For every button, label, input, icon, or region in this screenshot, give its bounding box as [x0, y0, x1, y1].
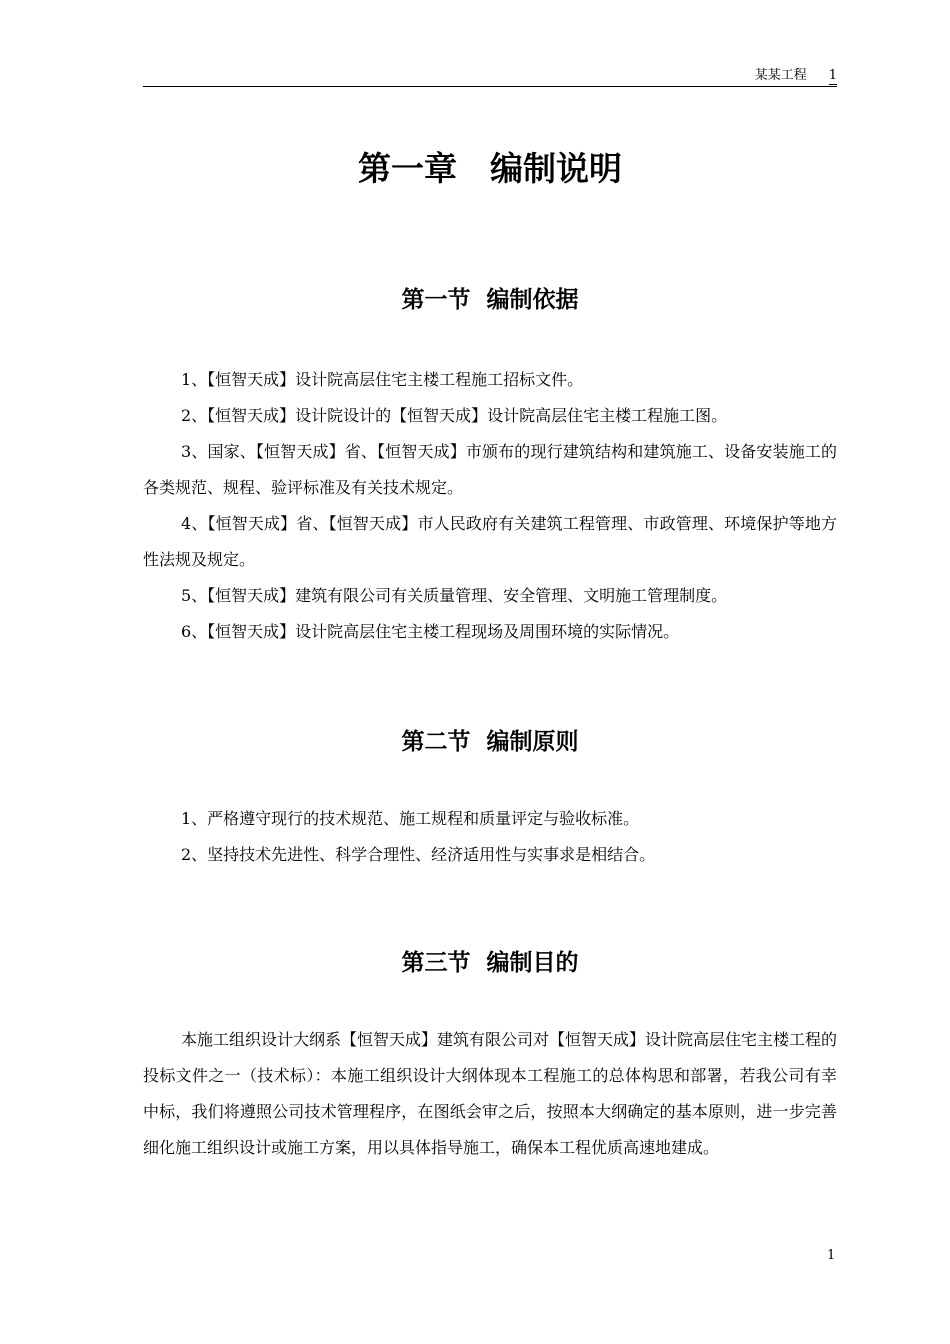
- basis-item-2: 2、【恒智天成】设计院设计的【恒智天成】设计院高层住宅主楼工程施工图。: [181, 406, 728, 425]
- section-title-principles: 第二节 编制原则: [401, 729, 579, 755]
- page-header: [143, 66, 837, 87]
- basis-item-1: 1、【恒智天成】设计院高层住宅主楼工程施工招标文件。: [181, 370, 584, 389]
- chapter-title: 第一章 编制说明: [358, 149, 622, 188]
- basis-item-4: 4、【恒智天成】省、【恒智天成】市人民政府有关建筑工程管理、市政管理、环境保护等地方性法规及规定。: [143, 514, 837, 569]
- purpose-paragraph: 本施工组织设计大纲系【恒智天成】建筑有限公司对【恒智天成】设计院高层住宅主楼工程的投标文件之一（技术标）：本施工组织设计大纲体现本工程施工的总体构思和部署，若我公司有幸中标，我们将遵照公司技术管理程序，在图纸会审之后，按照本大纲确定的基本原则，进一步完善细化施工组织设计或施工方案，用以具体指导施工，确保本工程优质高速地建成。: [143, 1030, 838, 1157]
- section-title-purpose: 第三节 编制目的: [401, 950, 579, 976]
- section-title-basis: 第一节 编制依据: [401, 287, 579, 313]
- header-title: 某某工程: [754, 68, 807, 83]
- basis-item-5: 5、【恒智天成】建筑有限公司有关质量管理、安全管理、文明施工管理制度。: [181, 586, 728, 605]
- header-text: [755, 66, 837, 86]
- header-page-number: 1: [828, 68, 837, 83]
- basis-item-6: 6、【恒智天成】设计院高层住宅主楼工程现场及周围环境的实际情况。: [181, 622, 680, 641]
- principle-item-1: 1、严格遵守现行的技术规范、施工规程和质量评定与验收标准。: [181, 809, 640, 828]
- footer-page-number: 1: [827, 1248, 836, 1263]
- principle-item-2: 2、坚持技术先进性、科学合理性、经济适用性与实事求是相结合。: [181, 845, 656, 864]
- basis-item-3: 3、国家、【恒智天成】省、【恒智天成】市颁布的现行建筑结构和建筑施工、设备安装施工的各类规范、规程、验评标准及有关技术规定。: [143, 442, 837, 497]
